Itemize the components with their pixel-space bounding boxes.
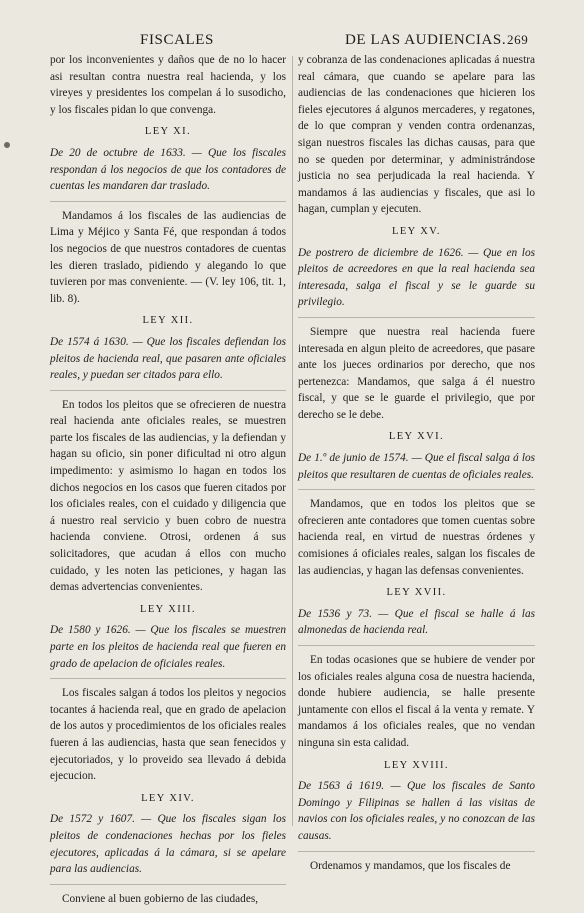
margin-ink-dot — [4, 142, 10, 148]
section-rule — [298, 317, 535, 318]
law-text: Ordenamos y mandamos, que los fiscales de — [310, 859, 511, 872]
law-text: Mandamos á los fiscales de las audiencias de Lima y Méjico y Santa Fé, que respondan á todos los negocios de que nuestros contadores de cuentas les dieren traslado, pidiendo y alegando lo que tuvieren por mas conveniente. — (V. ley 106, tit. 1, lib. 8). — [50, 209, 286, 305]
section-rule — [50, 884, 286, 885]
law-text: Los fiscales salgan á todos los pleitos y negocios tocantes á hacienda real, que en grado de apelacion de los autos y procedimientos de los oficiales reales fueren á las audiencias, hasta que sean fenecidos y ejecutoriados, y lo proveido sea llevado á debida ejecucion. — [50, 687, 286, 783]
law-summary: De postrero de diciembre de 1626. — Que en los pleitos de acreedores en que la real hacienda sea interesada, salga el fiscal y se le guarde su privilegio. — [298, 246, 535, 309]
law-title: LEY XVII. — [386, 587, 447, 599]
left-intro-paragraph: por los inconvenientes y daños que de no lo hacer asi resultan contra nuestra real hacienda, y los vireyes y presidentes los compelan á lo susodicho, y los fiscales pidan lo que convenga. — [50, 54, 286, 116]
running-header — [0, 32, 584, 50]
section-rule — [298, 645, 535, 646]
law-title: LEY XIII. — [140, 603, 196, 615]
header-left-title: FISCALES — [140, 32, 214, 48]
law-text: En todos los pleitos que se ofrecieren de nuestra real hacienda ante oficiales reales, se muestren parte los fiscales de las audiencias, y la defiendan y hagan su oficio, sin poner dificultad ni otro algun impedimento: y asimismo lo hagan en todos los dichos negocios en los casos que fueren citados por los oficiales reales, con el cuidado y diligencia que á nuestro real servicio y buen cobro de nuestra hacienda conviene. Otrosi, ordenen á sus solicitadores, que acudan á ellos con mucho cuidado, y les noten las peticiones, y hagan las demas advertencias convenientes. — [50, 398, 286, 594]
right-intro-paragraph: y cobranza de las condenaciones aplicadas á nuestra real cámara, que cuando se apelare para las audiencias de las condenaciones que hicieren los fieles ejecutores á algunos mercaderes, y regatones, de lo que compran y venden contra ordenanzas, sigan nuestros fiscales las dichas causas, para que no se queden por determinar, y administrándose justicia no sea perjudicada la real hacienda. Y mandamos á las audiencias y fiscales, que asi lo hagan, cumplan y ejecuten. — [298, 54, 535, 216]
law-summary: De 1572 y 1607. — Que los fiscales sigan los pleitos de condenaciones hechas por los fieles ejecutores, aplicadas á la cámara, si se apelare para las audiencias. — [50, 813, 286, 876]
section-rule — [298, 489, 535, 490]
law-title: LEY XII. — [142, 315, 194, 327]
header-right-title: DE LAS AUDIENCIAS. — [345, 32, 507, 48]
right-column — [298, 52, 535, 880]
law-text: Siempre que nuestra real hacienda fuere interesada en algun pleito de acreedores, que pasare ante los jueces ordinarios por derecho, que nos pertenezca: Mandamos, que salga á él nuestro fiscal, y que se le guarde el privilegio, que por derecho se le debe. — [298, 325, 535, 421]
law-summary: De 20 de octubre de 1633. — Que los fiscales respondan á los negocios de que los contadores de cuentas les mandaren dar traslado. — [50, 146, 286, 193]
law-summary: De 1.º de junio de 1574. — Que el fiscal salga á los pleitos que resultaren de cuentas de oficiales reales. — [298, 452, 535, 481]
page-number: 269 — [507, 32, 529, 47]
law-title: LEY XVI. — [388, 431, 445, 443]
law-text: Conviene al buen gobierno de las ciudades, — [62, 892, 259, 905]
section-rule — [50, 201, 286, 202]
law-summary: De 1563 á 1619. — Que los fiscales de Santo Domingo y Filipinas se hallen á las visitas de navios con los oficiales reales, y no conozcan de las causas. — [298, 780, 535, 842]
law-text: En todas ocasiones que se hubiere de vender por los oficiales reales alguna cosa de nuestra hacienda, donde hubiere audiencia, se halle presente juntamente con ellos el fiscal á la venta y remate. Y mandamos á los oficiales reales, que no vendan ninguna sin esta calidad. — [298, 654, 535, 749]
law-title: LEY XI. — [144, 126, 192, 138]
section-rule — [298, 851, 535, 852]
column-divider — [292, 56, 293, 826]
law-title: LEY XVIII. — [384, 759, 449, 771]
law-summary: De 1574 á 1630. — Que los fiscales defiendan los pleitos de hacienda real, que pasaren ante oficiales reales, y puedan ser citados para ello. — [50, 335, 286, 382]
section-rule — [50, 390, 286, 391]
left-column — [50, 52, 286, 913]
law-summary: De 1536 y 73. — Que el fiscal se halle á las almonedas de hacienda real. — [298, 607, 535, 637]
law-title: LEY XV. — [392, 225, 441, 237]
law-title: LEY XIV. — [141, 792, 195, 804]
section-rule — [50, 678, 286, 679]
law-text: Mandamos, que en todos los pleitos que se ofrecieren ante contadores que tomen cuentas sobre hacienda real, en virtud de nuestras órdenes y comisiones á oficiales reales, salgan los fiscales de las audiencias, y hagan las defensas convenientes. — [298, 498, 535, 577]
law-summary: De 1580 y 1626. — Que los fiscales se muestren parte en los pleitos de hacienda real que fueren en grado de apelacion de oficiales reales. — [50, 624, 286, 670]
